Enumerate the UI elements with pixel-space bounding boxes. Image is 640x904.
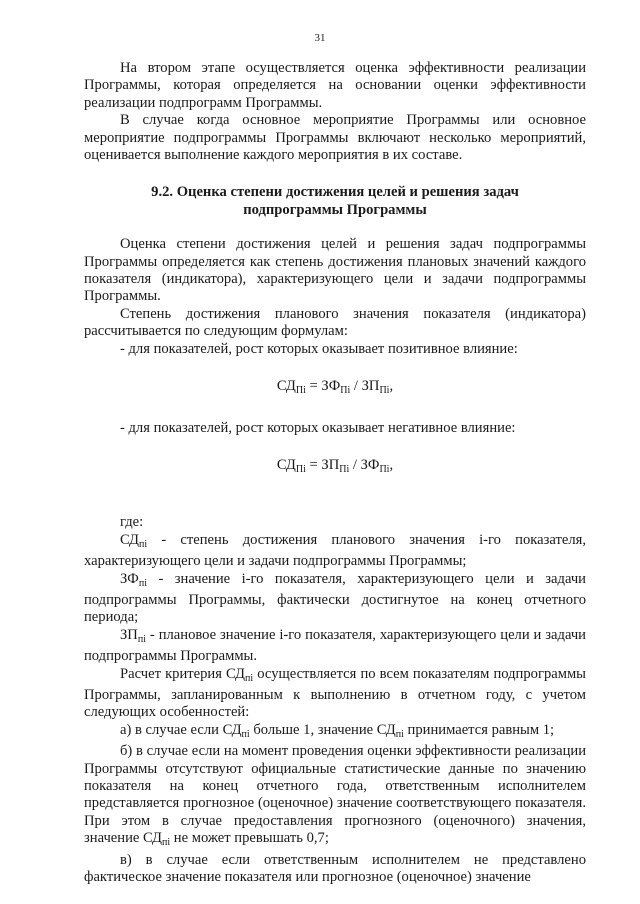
page-number: 31: [314, 32, 326, 44]
section-heading: [84, 184, 586, 219]
paragraph-second-stage: На втором этапе осуществляется оценка эффективности реализации Программы, которая определяется на основании оценки эффективности реализации подпрограмм Программы.: [84, 60, 586, 111]
list-item-a: а) в случае если $СД_{пi}$ больше 1, значение $СД_{пi}$ принимается равным 1;: [120, 721, 555, 740]
definition-sd: $СД_{пi}$ - степень достижения планового значения i-го показателя, характеризующего цели и задачи подпрограммы Программы;: [84, 531, 586, 570]
paragraph-where: где:: [120, 514, 144, 531]
paragraph-degree: Степень достижения планового значения показателя (индикатора) рассчитывается по следующим формулам:: [84, 305, 586, 340]
formula-negative: $СД_{Пi} = ЗП_{Пi} / ЗФ_{Пi}$,: [276, 456, 394, 475]
formula-positive: $СД_{Пi} = ЗФ_{Пi} / ЗП_{Пi}$,: [276, 378, 394, 397]
list-item-b: б) в случае если на момент проведения оценки эффективности реализации Программы отсутствуют официальные статистические данные по значению показателя на конец отчетного года, ответственным исполнителем представляется прогнозное (оценочное) значение соответствующего показателя. При этом в случае предоставления прогнозного (оценочного) значения, значение $СД_{пi}$ не может превышать 0,7;: [84, 743, 586, 849]
paragraph-negative: - для показателей, рост которых оказывает негативное влияние:: [120, 419, 516, 436]
definition-zp: $ЗП_{пi}$ - плановое значение i-го показателя, характеризующего цели и задачи подпрограммы Программы.: [84, 626, 586, 665]
paragraph-assessment: Оценка степени достижения целей и решения задач подпрограммы Программы определяется как степень достижения плановых значений каждого показателя (индикатора), характеризующего цели и задачи подпрограммы Программы.: [84, 236, 586, 305]
paragraph-positive: - для показателей, рост которых оказывает позитивное влияние:: [120, 340, 518, 357]
paragraph-main-activity: В случае когда основное мероприятие Программы или основное мероприятие подпрограммы Программы включают несколько мероприятий, оценивается выполнение каждого мероприятия в их составе.: [84, 112, 586, 164]
paragraph-calculation: Расчет критерия $СД_{пi}$ осуществляется по всем показателям подпрограммы Программы, запланированным к выполнению в отчетном году, с учетом следующих особенностей:: [84, 665, 586, 721]
definition-zf: $ЗФ_{пi}$ - значение i-го показателя, характеризующего цели и задачи подпрограммы Программы, фактически достигнутое на конец отчетного периода;: [84, 570, 586, 626]
list-item-c: в) в случае если ответственным исполнителем не представлено фактическое значение показателя или прогнозное (оценочное) значение: [84, 851, 586, 886]
section-heading-line1: 9.2. Оценка степени достижения целей и решения задач: [151, 184, 519, 201]
page-content: [84, 60, 586, 886]
section-heading-line2: подпрограммы Программы: [243, 201, 427, 218]
